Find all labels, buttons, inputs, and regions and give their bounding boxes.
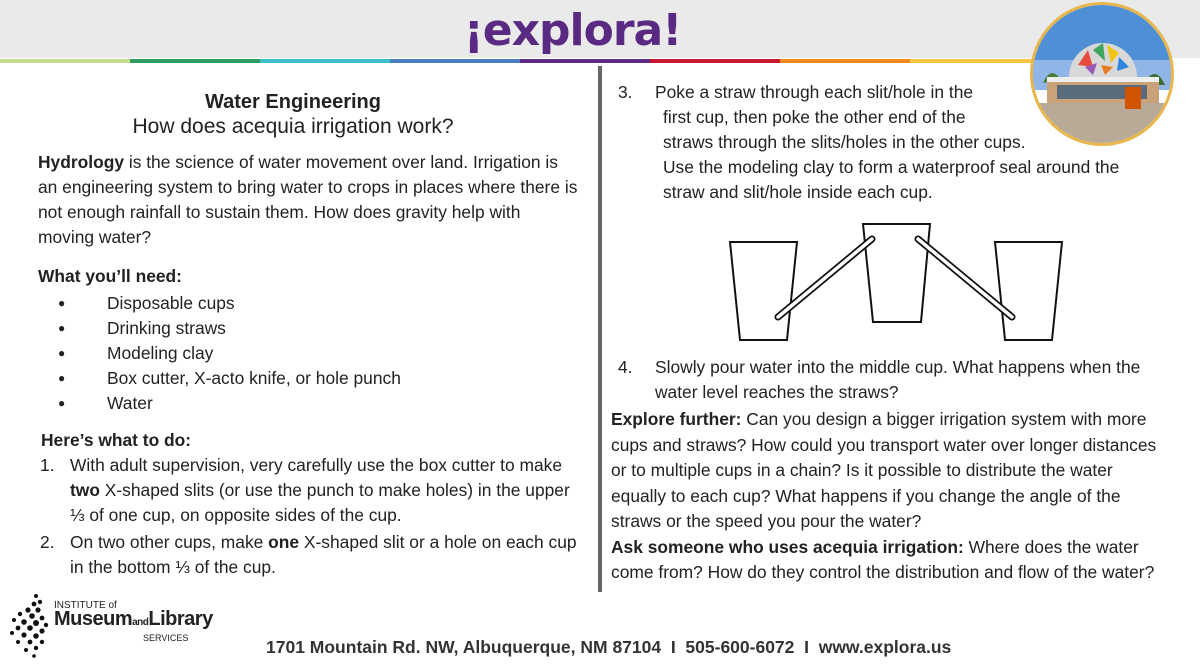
intro-text: is the science of water movement over land. Irrigation is an engineering system to bring water to crops in places where there is not enough rainfall to sustain them. How does gravity help with moving water? xyxy=(38,152,578,247)
needs-heading: What you’ll need: xyxy=(38,266,182,286)
stripe xyxy=(260,59,390,63)
imls-starburst-icon xyxy=(6,590,50,660)
step-bold: one xyxy=(268,532,300,552)
step-3-line: first cup, then poke the other end of the xyxy=(663,107,966,127)
ask-bold: Ask someone who uses acequia irrigation: xyxy=(611,536,964,557)
left-column xyxy=(38,90,578,580)
imls-logo xyxy=(10,590,220,660)
explore-text: Can you design a bigger irrigation system with more cups and straws? How could you transport water over longer distances or to multiple cups in a chain? Is it possible to distribute the water equally to each cup? What happens if you change the angle of the straws or the speed you pour the water? xyxy=(611,409,1157,531)
right-column xyxy=(610,80,1165,205)
stripe xyxy=(390,59,520,63)
step-number: 4. xyxy=(618,357,633,377)
needs-list xyxy=(38,291,578,416)
stripe xyxy=(910,59,1040,63)
step-2 xyxy=(38,530,578,580)
cups-and-straws-diagram xyxy=(725,222,1065,347)
step-3-line: straw and slit/hole inside each cup. xyxy=(663,182,933,202)
stripe xyxy=(650,59,780,63)
step-number: 3. xyxy=(618,82,633,102)
intro-paragraph xyxy=(38,150,578,250)
step-1 xyxy=(38,453,578,528)
step-text: X-shaped slits (or use the punch to make holes) in the upper ⅓ of one cup, on opposite sides of the cup. xyxy=(70,480,570,525)
ask-text: Where does the water come from? How do they control the distribution and flow of the water? xyxy=(611,536,1155,582)
steps-list xyxy=(38,453,578,580)
step-3 xyxy=(610,80,1165,205)
step-number: 2. xyxy=(40,532,55,552)
page-subtitle: How does acequia irrigation work? xyxy=(132,115,454,138)
stripe xyxy=(0,59,130,63)
intro-bold: Hydrology xyxy=(38,152,124,172)
cup-left xyxy=(730,242,797,340)
imls-line2 xyxy=(54,608,213,631)
column-divider xyxy=(598,66,602,592)
footer-contact: 1701 Mountain Rd. NW, Albuquerque, NM 87104 I 505-600-6072 I www.explora.us xyxy=(266,637,952,657)
page-title: Water Engineering xyxy=(205,91,381,113)
todo-heading: Here’s what to do: xyxy=(41,430,192,450)
imls-line1: INSTITUTE of xyxy=(54,600,117,611)
step-4 xyxy=(610,355,1165,405)
explore-bold: Explore further: xyxy=(611,409,742,429)
imls-line3: SERVICES xyxy=(143,633,189,643)
explore-further xyxy=(611,407,1166,586)
step-text: On two other cups, make xyxy=(70,532,269,552)
cup-right xyxy=(995,242,1062,340)
step-text: With adult supervision, very carefully use the box cutter to make xyxy=(70,455,562,475)
imls-and: and xyxy=(132,617,149,628)
step-3-line: straws through the slits/holes in the other cups. xyxy=(663,132,1026,152)
list-item: ● Drinking straws xyxy=(38,316,578,341)
step-text: X-shaped slit or a hole on each cup in the bottom ⅓ of the cup. xyxy=(70,532,577,577)
step-3-line: Poke a straw through each slit/hole in the xyxy=(655,82,974,102)
list-item: ● Box cutter, X-acto knife, or hole punch xyxy=(38,366,578,391)
imls-library: Library xyxy=(148,608,213,630)
list-item: ● Disposable cups xyxy=(38,291,578,316)
explora-logo: ¡explora! xyxy=(463,5,682,56)
step-3-line: Use the modeling clay to form a waterproof seal around the xyxy=(663,157,1120,177)
stripe xyxy=(780,59,910,63)
stripe xyxy=(130,59,260,63)
step-bold: two xyxy=(70,480,100,500)
list-item: ● Modeling clay xyxy=(38,341,578,366)
stripe xyxy=(520,59,650,63)
step-4-text: Slowly pour water into the middle cup. What happens when the water level reaches the straws? xyxy=(655,357,1141,402)
step-number: 1. xyxy=(40,455,55,475)
color-stripes xyxy=(0,59,1040,63)
list-item: ● Water xyxy=(38,391,578,416)
imls-museum: Museum xyxy=(54,608,133,630)
